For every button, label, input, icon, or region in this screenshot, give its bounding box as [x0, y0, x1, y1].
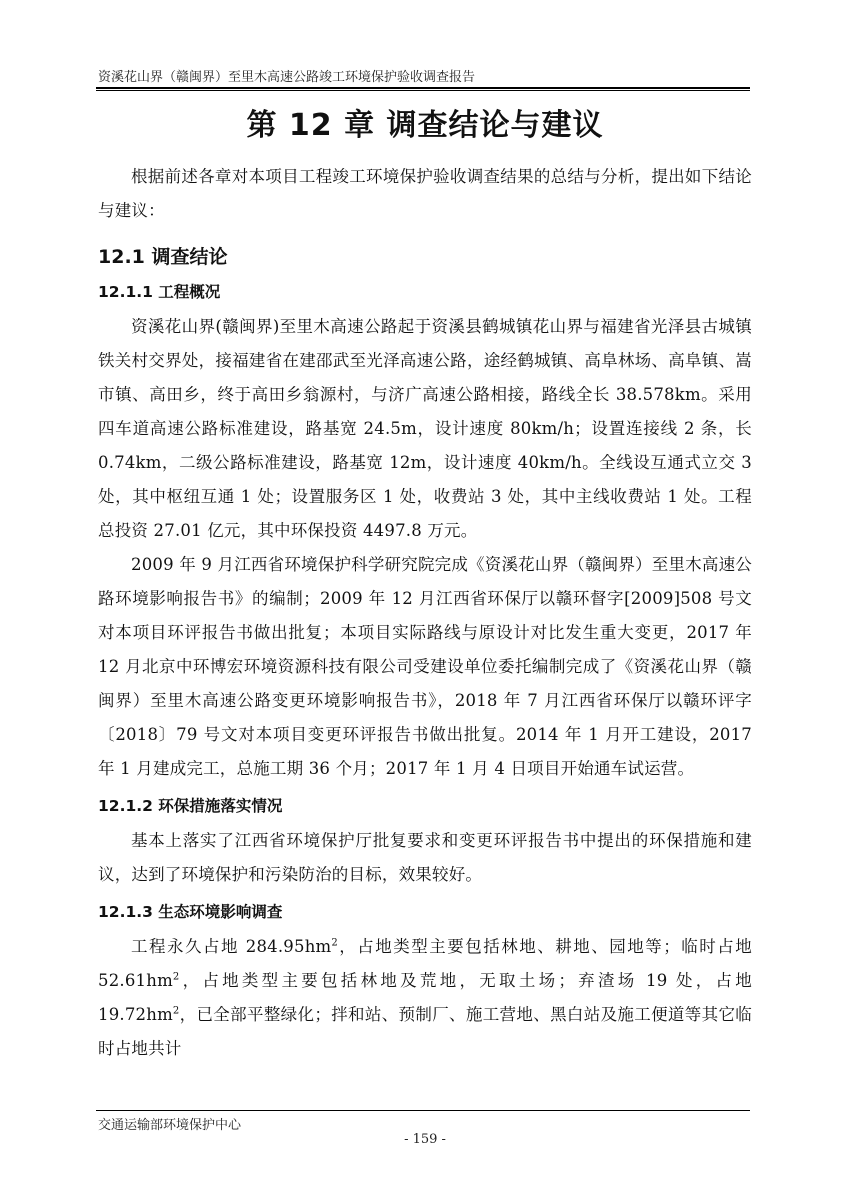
superscript-2: 2	[172, 971, 180, 983]
superscript-2: 2	[172, 1005, 180, 1017]
ecology-paragraph	[98, 930, 752, 1066]
subsection-heading-12-1-2: 12.1.2 环保措施落实情况	[98, 797, 283, 815]
chapter-title: 第 12 章 调查结论与建议	[246, 108, 604, 143]
footer-rule	[96, 1110, 750, 1111]
ecology-text-2: ，占地类型主要包括林地、耕地、园地等；临时占地 52.61hm	[98, 937, 752, 990]
superscript-2: 2	[331, 937, 338, 949]
section-heading-12-1: 12.1 调查结论	[98, 246, 228, 268]
header-rule	[96, 87, 750, 89]
page-number: - 159 -	[404, 1132, 446, 1147]
ecology-text-1: 工程永久占地 284.95hm	[131, 937, 332, 956]
document-body	[98, 160, 752, 1066]
header-title: 资溪花山界（赣闽界）至里木高速公路竣工环境保护验收调查报告	[98, 70, 476, 85]
ecology-text-4: ，已全部平整绿化；拌和站、预制厂、施工营地、黑白站及施工便道等其它临时占地共计	[98, 1005, 752, 1058]
eia-history-paragraph: 2009 年 9 月江西省环境保护科学研究院完成《资溪花山界（赣闽界）至里木高速公路环境影响报告书》的编制；2009 年 12 月江西省环保厅以赣环督字[2009]508 号文对本项目环评报告书做出批复；本项目实际路线与原设计对比发生重大变更，2017 年 12 月北京中环博宏环境资源科技有限公司受建设单位委托编制完成了《资溪花山界（赣闽界）至里木高速公路变更环境影响报告书》，2018 年 7 月江西省环保厅以赣环评字〔2018〕79 号文对本项目变更环评报告书做出批复。2014 年 1 月开工建设，2017 年 1 月建成完工，总施工期 36 个月；2017 年 1 月 4 日项目开始通车试运营。	[98, 555, 752, 778]
intro-paragraph: 根据前述各章对本项目工程竣工环境保护验收调查结果的总结与分析，提出如下结论与建议：	[98, 167, 752, 220]
subsection-heading-12-1-1: 12.1.1 工程概况	[98, 283, 221, 301]
measures-paragraph: 基本上落实了江西省环境保护厅批复要求和变更环评报告书中提出的环保措施和建议，达到了环境保护和污染防治的目标，效果较好。	[98, 831, 752, 884]
subsection-heading-12-1-3: 12.1.3 生态环境影响调查	[98, 903, 283, 921]
ecology-text-3: ，占地类型主要包括林地及荒地，无取土场；弃渣场 19 处，占地 19.72hm	[98, 971, 752, 1024]
project-overview-paragraph: 资溪花山界(赣闽界)至里木高速公路起于资溪县鹤城镇花山界与福建省光泽县古城镇铁关村交界处，接福建省在建邵武至光泽高速公路，途经鹤城镇、高阜林场、高阜镇、嵩市镇、高田乡，终于高田乡翁源村，与济广高速公路相接，路线全长 38.578km。采用四车道高速公路标准建设，路基宽 24.5m，设计速度 80km/h；设置连接线 2 条，长 0.74km，二级公路标准建设，路基宽 12m，设计速度 40km/h。全线设互通式立交 3 处，其中枢纽互通 1 处；设置服务区 1 处，收费站 3 处，其中主线收费站 1 处。工程总投资 27.01 亿元，其中环保投资 4497.8 万元。	[98, 317, 752, 540]
footer-org: 交通运输部环境保护中心	[98, 1118, 242, 1133]
header-rule-thin	[96, 90, 750, 91]
